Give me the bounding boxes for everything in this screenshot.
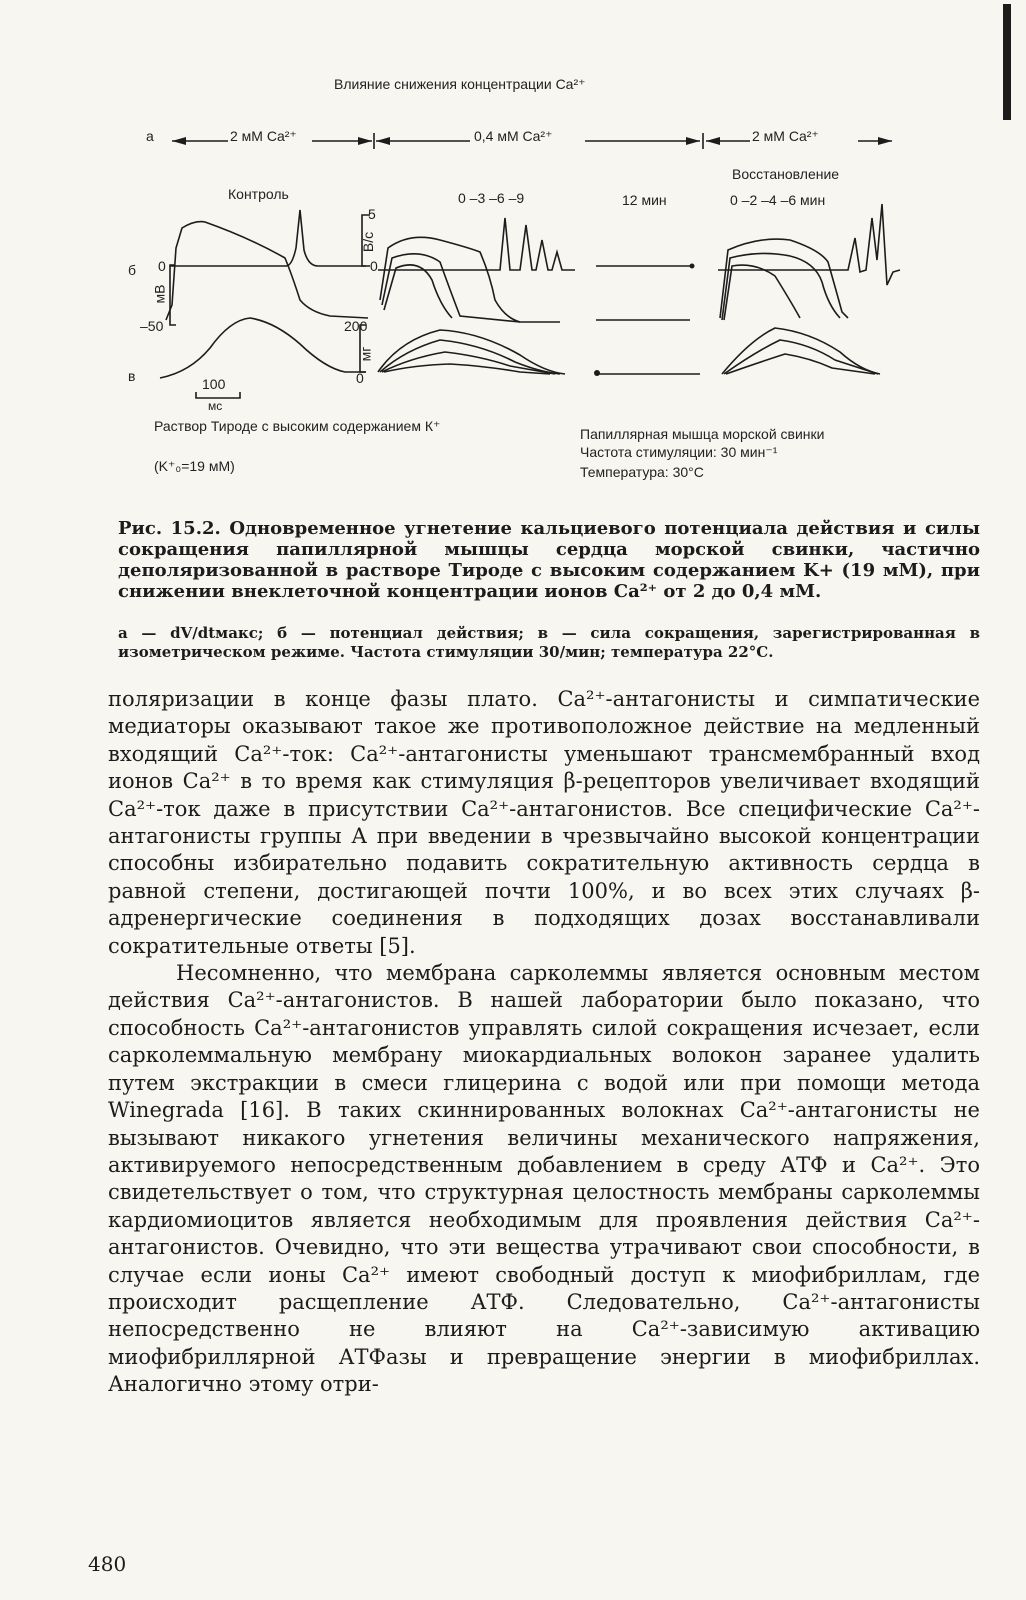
lowca-ap-1: [380, 237, 560, 322]
mv-unit-label: мВ: [151, 284, 168, 304]
lowca-dvdt-trace: [378, 218, 575, 270]
row-v-letter: в: [128, 368, 136, 384]
segment-label-1: 2 мМ Ca²⁺: [230, 128, 297, 144]
figure-title: Влияние снижения концентрации Ca²⁺: [334, 76, 586, 92]
figure-15-2: [0, 0, 1026, 500]
body-text: [108, 686, 980, 1399]
vs-unit-label: В/с: [360, 231, 377, 253]
stimulation-frequency: Частота стимуляции: 30 мин⁻¹: [580, 444, 778, 460]
recovery-ap-1: [720, 239, 848, 318]
solution-label: Раствор Тироде с высоким содержанием К⁺: [154, 418, 441, 434]
control-contraction: [160, 318, 366, 378]
segment-label-3: 2 мМ Ca²⁺: [752, 128, 819, 144]
paragraph-1: поляризации в конце фазы плато. Ca²⁺-антагонисты и симпатические медиаторы оказывают такое же противоположное действие на медленный входящий Ca²⁺-ток: Ca²⁺-антагонисты уменьшают трансмембранный вход ионов Ca²⁺ в то время как стимуляция β-рецепторов увеличивает входящий Ca²⁺-ток даже в присутствии Ca²⁺-антагонистов. Все специфические Ca²⁺-антагонисты группы А при введении в чрезвычайно высокой концентрации способны избирательно подавить сократительную активность сердца в равной степени, достигающей почти 100%, и во всех этих случаях β-адренергические соединения в подходящих дозах восстанавливали сократительные ответы [5].: [108, 687, 980, 958]
paragraph-2: Несомненно, что мембрана сарколеммы является основным местом действия Ca²⁺-антагонистов. В нашей лаборатории было показано, что способность Ca²⁺-антагонистов управлять силой сокращения исчезает, если сарколеммальную мембрану миокардиальных волокон заранее удалить путем экстракции в смеси глицерина с водой или при помощи метода Winegrada [16]. В таких скиннированных волокнах Ca²⁺-антагонисты не вызывают никакого угнетения величины механического напряжения, активируемого непосредственным добавлением в среду АТФ и Ca²⁺. Это свидетельствует о том, что структурная целостность мембраны сарколеммы кардиомиоцитов является необходимым для проявления действия Ca²⁺-антагонистов. Очевидно, что эти вещества утрачивают свои способности, в случае если ионы Ca²⁺ имеют свободный доступ к миофибриллам, где происходит расщепление АТФ. Следовательно, Ca²⁺-антагонисты непосредственно не влияют на Ca²⁺-зависимую активацию миофибриллярной АТФазы и превращение энергии в миофибриллах. Аналогично этому отри-: [108, 961, 980, 1397]
caption-text: Рис. 15.2. Одновременное угнетение кальциевого потенциала действия и силы сокращения папиллярной мышцы сердца морской свинки, частично деполяризованной в растворе Тироде с высоким содержанием K+ (19 мМ), при снижении внеклеточной концентрации ионов Ca²⁺ от 2 до 0,4 мМ.: [118, 518, 980, 602]
time-scale-unit: мс: [208, 399, 223, 413]
lowca-ap-3: [384, 265, 452, 318]
mg-200-label: 200: [344, 318, 368, 334]
recovery-times: 0 –2 –4 –6 мин: [730, 192, 826, 208]
figure-caption: [118, 518, 980, 602]
control-dvdt-trace: [170, 210, 366, 266]
figure-legend: а — dV/dtмакс; б — потенциал действия; в — сила сокращения, зарегистрированная в изометрическом режиме. Частота стимуляции 30/мин; температура 22°С.: [118, 624, 980, 661]
trace-end-dot: [690, 264, 695, 269]
time-scale-value: 100: [202, 376, 226, 392]
vs-zero-label: 0: [370, 258, 378, 274]
segment-label-2: 0,4 мМ Ca²⁺: [474, 128, 553, 144]
recovery-label: Восстановление: [732, 166, 840, 182]
arrow-head-left: [172, 137, 186, 145]
trace-start-dot: [594, 370, 600, 376]
mg-zero-label: 0: [356, 370, 364, 386]
control-action-potential: [166, 222, 368, 320]
low-ca-times: 0 –3 –6 –9: [458, 190, 525, 206]
row-a-letter: а: [146, 128, 154, 144]
vs-five-label: 5: [368, 206, 376, 222]
lowca-ap-2: [382, 254, 520, 322]
k-concentration-label: (K⁺₀=19 мМ): [154, 458, 235, 474]
mv-zero-label: 0: [158, 258, 166, 274]
temperature-label: Температура: 30°С: [580, 464, 704, 480]
mg-unit-label: мг: [357, 346, 374, 362]
page-number: 480: [88, 1552, 127, 1576]
minus50-label: –50: [140, 318, 164, 334]
control-label: Контроль: [228, 186, 289, 202]
twelve-min-label: 12 мин: [622, 192, 667, 208]
row-b-letter: б: [128, 262, 137, 278]
muscle-label: Папиллярная мышца морской свинки: [580, 426, 825, 442]
